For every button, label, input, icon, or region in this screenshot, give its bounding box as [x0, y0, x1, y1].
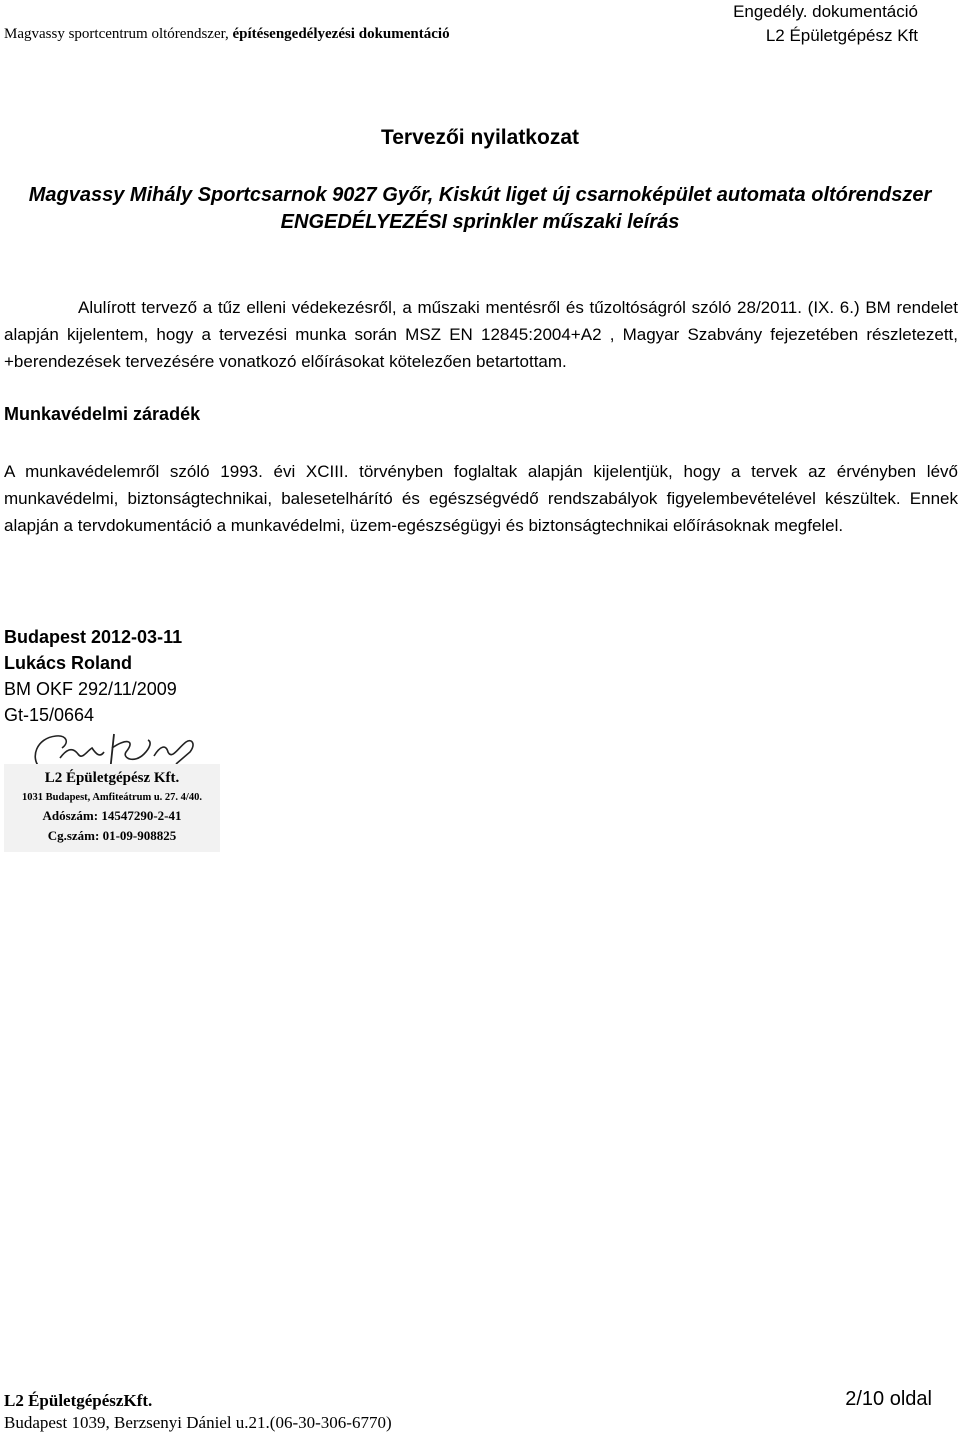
project-subtitle — [0, 182, 960, 236]
page-title: Tervezői nyilatkozat — [380, 126, 579, 149]
header-title-prefix: Magvassy sportcentrum oltórendszer, — [4, 26, 233, 42]
license-number-1: BM OKF 292/11/2009 — [4, 679, 177, 699]
footer-address: Budapest 1039, Berzsenyi Dániel u.21.(06-30-306-6770) — [4, 1413, 392, 1432]
subtitle-line-2: ENGEDÉLYEZÉSI sprinkler műszaki leírás — [280, 211, 680, 233]
stamp-address: 1031 Budapest, Amfiteátrum u. 27. 4/40. — [22, 792, 202, 803]
subtitle-line-1: Magvassy Mihály Sportcsarnok 9027 Győr, Kiskút liget új csarnoképület automata oltórendszer — [28, 184, 932, 206]
stamp-company: L2 Épületgépész Kft. — [44, 770, 180, 786]
header-right — [733, 0, 918, 48]
stamp-tax-id: Adószám: 14547290-2-41 — [42, 808, 182, 823]
license-number-2: Gt-15/0664 — [4, 705, 95, 725]
header-document-title — [4, 26, 450, 43]
signature-block — [4, 624, 182, 728]
safety-clause-paragraph: A munkavédelemről szóló 1993. évi XCIII. törvényben foglaltak alapján kijelentjük, hogy a tervek az érvényben lévő munkavédelmi, biztonságtechnikai, balesetelhárító és egészségvédő rendszabályok figyelembevételével készültek. Ennek alapján a tervdokumentáció a munkavédelmi, üzem-egészségügyi és biztonságtechnikai előírásoknak megfelel. — [4, 462, 958, 535]
designer-name: Lukács Roland — [4, 653, 133, 673]
footer-left — [4, 1390, 392, 1434]
stamp-registration: Cg.szám: 01-09-908825 — [47, 828, 177, 843]
page-number: 2/10 oldal — [845, 1388, 932, 1410]
section-heading: Munkavédelmi záradék — [4, 404, 201, 424]
footer-company: L2 ÉpületgépészKft. — [4, 1391, 153, 1410]
company-stamp — [4, 728, 220, 852]
declaration-paragraph: Alulírott tervező a tűz elleni védekezésről, a műszaki mentésről és tűzoltóságról szóló 28/2011. (IX. 6.) BM rendelet alapján kijelentem, hogy a tervezési munka során MSZ EN 12845:2004+A2 , Magyar Szabvány fejezetében részletezett, +berendezések tervezésére vonatkozó előírásokat kötelezően betartottam. — [4, 298, 958, 371]
header-doc-type: Engedély. dokumentáció — [733, 2, 918, 21]
header-company: L2 Épületgépész Kft — [765, 26, 918, 45]
header-title-bold: építésengedélyezési dokumentáció — [232, 26, 450, 42]
place-date: Budapest 2012-03-11 — [4, 627, 183, 647]
